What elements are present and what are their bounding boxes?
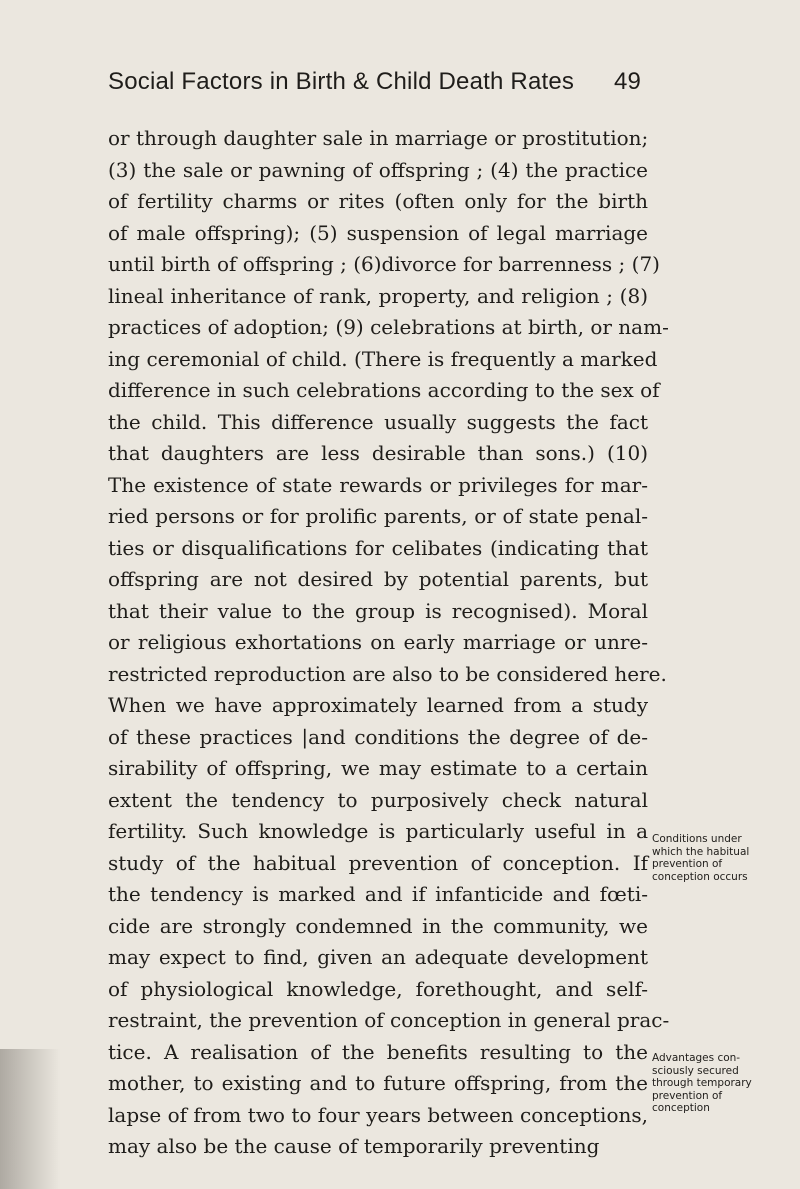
margin-note-line: conception: [652, 1102, 710, 1114]
text-line: of physiological knowledge, forethought, and self-: [108, 976, 648, 1001]
text-line: of male offspring); (5) suspension of legal marriage: [108, 220, 648, 245]
margin-note-line: prevention of: [652, 858, 723, 870]
text-line: that daughters are less desirable than sons.) (10): [108, 441, 648, 465]
text-line: practices of adoption; (9) celebrations at birth, or nam-: [108, 315, 669, 339]
text-line: cide are strongly condemned in the community, we: [108, 913, 648, 938]
text-line: The existence of state rewards or privileges for mar-: [108, 472, 648, 497]
text-line: study of the habitual prevention of conception. If: [108, 850, 648, 875]
text-line: tice. A realisation of the benefits resulting to the: [108, 1039, 648, 1064]
body-text: [108, 123, 670, 1163]
text-line: restraint, the prevention of conception in general prac-: [108, 1008, 670, 1032]
text-line: difference in such celebrations according to the sex of: [108, 378, 660, 402]
text-line: of these practices |and conditions the degree of de-: [108, 724, 648, 749]
running-title: Social Factors in Birth & Child Death Rates: [108, 68, 575, 95]
text-line: When we have approximately learned from a study: [108, 693, 648, 717]
margin-note-line: through temporary: [652, 1077, 752, 1089]
text-line: may expect to find, given an adequate development: [108, 945, 648, 969]
text-line: may also be the cause of temporarily preventing: [108, 1134, 600, 1158]
text-line: that their value to the group is recognised). Moral: [108, 598, 648, 623]
text-line: (3) the sale or pawning of offspring ; (4) the practice: [108, 157, 648, 182]
margin-note-line: conception occurs: [652, 870, 748, 883]
text-line: ried persons or for prolific parents, or of state penal-: [108, 504, 648, 528]
margin-note-advantages: [652, 1052, 752, 1115]
text-line: lineal inheritance of rank, property, and religion ; (8): [108, 283, 648, 308]
text-line: fertility. Such knowledge is particularly useful in a: [108, 819, 648, 843]
margin-note-line: Advantages con-: [652, 1052, 741, 1064]
margin-note-line: Conditions under: [652, 833, 742, 845]
page-edge-shadow: [0, 1049, 60, 1189]
text-line: restricted reproduction are also to be considered here.: [108, 661, 667, 686]
text-line: offspring are not desired by potential parents, but: [108, 567, 648, 591]
text-line: of fertility charms or rites (often only for the birth: [108, 189, 648, 213]
text-line: until birth of offspring ; (6)divorce for barrenness ; (7): [108, 252, 660, 276]
margin-note-line: prevention of: [652, 1089, 723, 1102]
running-header: [108, 68, 648, 96]
text-line: ties or disqualifications for celibates (indicating that: [108, 535, 648, 560]
text-line: sirability of offspring, we may estimate to a certain: [108, 756, 648, 780]
text-line: the tendency is marked and if infanticide and fœti-: [108, 882, 648, 906]
margin-note-conditions: [652, 833, 749, 883]
page-number: 49: [614, 68, 642, 95]
text-line: the child. This difference usually suggests the fact: [108, 409, 648, 434]
text-line: or religious exhortations on early marriage or unre-: [108, 630, 648, 654]
text-line: extent the tendency to purposively check natural: [108, 787, 648, 812]
text-line: mother, to existing and to future offspring, from the: [108, 1071, 648, 1095]
text-line: lapse of from two to four years between conceptions,: [108, 1102, 648, 1127]
text-line: ing ceremonial of child. (There is frequently a marked: [108, 346, 658, 371]
text-line: or through daughter sale in marriage or prostitution;: [108, 126, 649, 150]
margin-note-line: which the habitual: [652, 845, 750, 858]
margin-note-line: sciously secured: [652, 1064, 739, 1077]
